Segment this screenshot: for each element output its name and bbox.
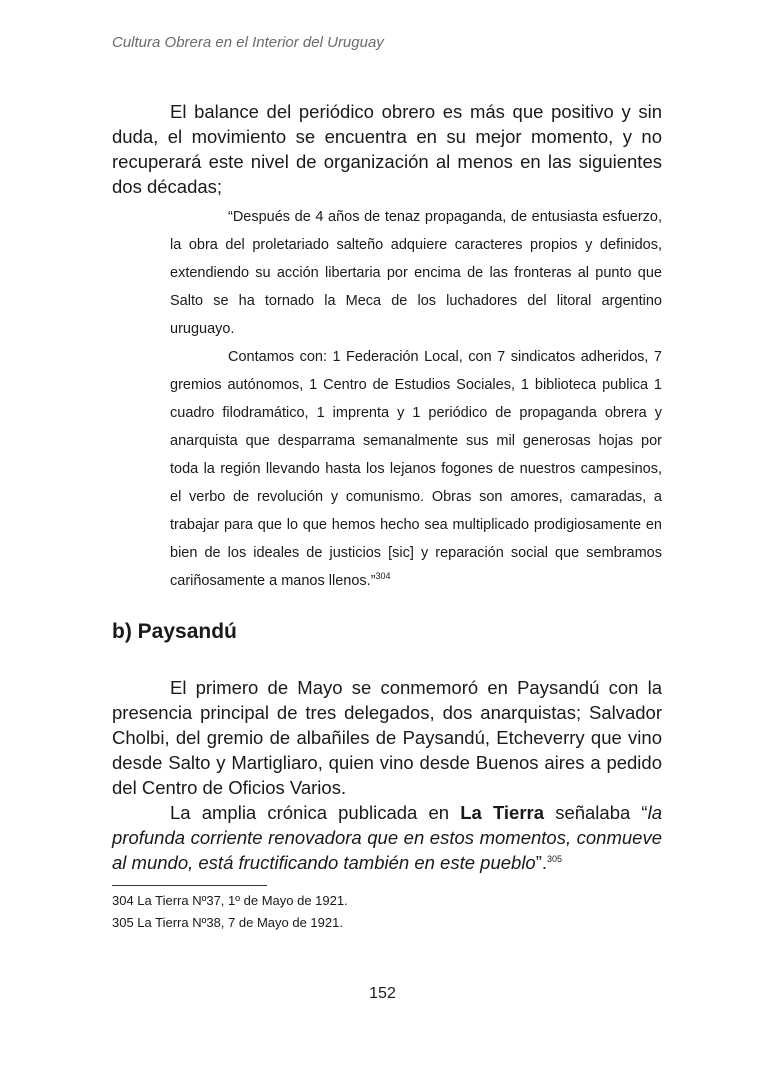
quote-paragraph-2-text: Contamos con: 1 Federación Local, con 7 sindicatos adheridos, 7 gremios autónomos, 1 Centro de Estudios Sociales, 1 biblioteca publica 1 cuadro filodramático, 1 imprenta y 1 periódico de propaganda obrera y anarquista que desparrama semanalmente sus mil generosas hojas por toda la región llevando hasta los lejanos fogones de nuestros campesinos, el verbo de revolución y comunismo. Obras son amores, camaradas, a trabajar para que lo que hemos hecho sea multiplicado prodigiosamente en bien de los ideales de justicios [sic] y reparación social que sembramos cariñosamente a manos llenos.” bbox=[170, 349, 662, 589]
section-heading: b) Paysandú bbox=[112, 620, 237, 643]
quote-paragraph-1: “Después de 4 años de tenaz propaganda, de entusiasta esfuerzo, la obra del proletariado salteño adquiere caracteres propios y definidos, extendiendo su acción libertaria por encima de las fronteras al punto que Salto se ha tornado la Meca de los luchadores del litoral argentino uruguayo. bbox=[170, 209, 662, 337]
paragraph-paysandu: El primero de Mayo se conmemoró en Paysandú con la presencia principal de tres delegados, dos anarquistas; Salvador Cholbi, del gremio de albañiles de Paysandú, Etcheverry que vino desde Salto y Martigliaro, quien vino desde Buenos aires a pedido del Centro de Oficios Varios. bbox=[112, 677, 662, 798]
footnote-305: 305 La Tierra Nº38, 7 de Mayo de 1921. bbox=[112, 915, 343, 930]
section-body bbox=[112, 675, 662, 875]
quote-paragraph-2 bbox=[170, 343, 662, 595]
paragraph-balance bbox=[112, 99, 662, 199]
page-number: 152 bbox=[369, 985, 396, 1002]
italic-quote: la profunda corriente renovadora que en estos momentos, conmueve al mundo, está fructificando también en este pueblo bbox=[112, 802, 662, 873]
text-before: La amplia crónica publicada en bbox=[170, 802, 461, 823]
footnote-304: 304 La Tierra Nº37, 1º de Mayo de 1921. bbox=[112, 893, 348, 908]
footnote-ref-305[interactable]: 305 bbox=[547, 853, 563, 864]
paragraph-text: El balance del periódico obrero es más que positivo y sin duda, el movimiento se encuentra en su mejor momento, y no recuperará este nivel de organización al menos en las siguientes dos décadas; bbox=[112, 101, 662, 197]
footnotes bbox=[112, 890, 348, 934]
footnote-divider bbox=[112, 885, 267, 886]
newspaper-title: La Tierra bbox=[460, 802, 545, 823]
text-middle: señalaba “ bbox=[544, 802, 648, 823]
text-after: ”. bbox=[535, 852, 548, 873]
paragraph-cronica bbox=[112, 800, 662, 875]
block-quote bbox=[170, 203, 662, 595]
running-head: Cultura Obrera en el Interior del Uruguay bbox=[112, 34, 384, 51]
footnote-ref-304[interactable]: 304 bbox=[375, 571, 391, 582]
